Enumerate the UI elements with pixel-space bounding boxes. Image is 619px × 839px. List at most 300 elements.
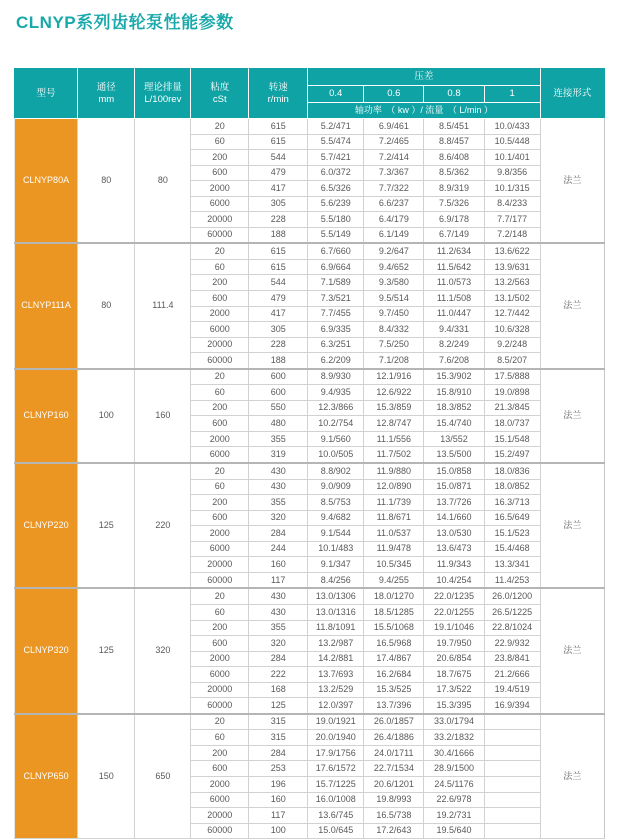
- value-cell-p08: 19.7/950: [424, 636, 484, 652]
- viscosity-cell: 60000: [191, 353, 249, 369]
- value-cell-p04: 8.5/753: [308, 495, 364, 511]
- value-cell-p04: 5.7/421: [308, 150, 364, 166]
- speed-cell: 188: [249, 227, 308, 243]
- value-cell-p08: 15.0/858: [424, 463, 484, 479]
- value-cell-p04: 13.7/693: [308, 667, 364, 683]
- diameter-cell: 125: [78, 463, 135, 588]
- value-cell-p1: [484, 714, 540, 730]
- value-cell-p06: 16.5/968: [364, 636, 424, 652]
- displacement-cell: 320: [135, 588, 191, 713]
- speed-cell: 188: [249, 353, 308, 369]
- model-cell: CLNYP111A: [15, 243, 78, 368]
- value-cell-p08: 17.3/522: [424, 682, 484, 698]
- speed-cell: 479: [249, 165, 308, 181]
- speed-cell: 544: [249, 275, 308, 291]
- connection-cell: 法兰: [540, 588, 604, 713]
- value-cell-p04: 9.1/544: [308, 526, 364, 542]
- speed-cell: 615: [249, 259, 308, 275]
- value-cell-p06: 13.7/396: [364, 698, 424, 714]
- value-cell-p06: 11.9/478: [364, 541, 424, 557]
- speed-cell: 305: [249, 322, 308, 338]
- value-cell-p04: 7.3/521: [308, 291, 364, 307]
- viscosity-cell: 6000: [191, 792, 249, 808]
- value-cell-p06: 15.3/859: [364, 400, 424, 416]
- connection-cell: 法兰: [540, 243, 604, 368]
- viscosity-cell: 20: [191, 119, 249, 135]
- value-cell-p06: 10.5/345: [364, 557, 424, 573]
- value-cell-p08: 8.9/319: [424, 181, 484, 197]
- value-cell-p1: 13.9/631: [484, 259, 540, 275]
- value-cell-p06: 11.9/880: [364, 463, 424, 479]
- viscosity-cell: 20: [191, 714, 249, 730]
- value-cell-p1: 7.2/148: [484, 227, 540, 243]
- connection-cell: 法兰: [540, 119, 604, 244]
- table-row: [15, 588, 605, 604]
- viscosity-cell: 200: [191, 495, 249, 511]
- viscosity-cell: 60: [191, 134, 249, 150]
- value-cell-p04: 6.0/372: [308, 165, 364, 181]
- viscosity-cell: 200: [191, 150, 249, 166]
- viscosity-cell: 2000: [191, 526, 249, 542]
- value-cell-p06: 7.7/322: [364, 181, 424, 197]
- value-cell-p04: 11.8/1091: [308, 620, 364, 636]
- viscosity-cell: 60: [191, 259, 249, 275]
- value-cell-p04: 6.9/335: [308, 322, 364, 338]
- speed-cell: 117: [249, 572, 308, 588]
- value-cell-p04: 13.2/529: [308, 682, 364, 698]
- value-cell-p08: 22.0/1255: [424, 604, 484, 620]
- value-cell-p04: 14.2/881: [308, 651, 364, 667]
- speed-cell: 100: [249, 823, 308, 839]
- value-cell-p08: 19.1/1046: [424, 620, 484, 636]
- value-cell-p1: 8.5/207: [484, 353, 540, 369]
- value-cell-p04: 5.5/180: [308, 212, 364, 228]
- speed-cell: 480: [249, 416, 308, 432]
- speed-cell: 228: [249, 212, 308, 228]
- value-cell-p1: 18.0/737: [484, 416, 540, 432]
- viscosity-cell: 6000: [191, 667, 249, 683]
- value-cell-p06: 7.2/414: [364, 150, 424, 166]
- viscosity-cell: 2000: [191, 181, 249, 197]
- value-cell-p1: 10.5/448: [484, 134, 540, 150]
- value-cell-p1: 10.1/401: [484, 150, 540, 166]
- viscosity-cell: 6000: [191, 541, 249, 557]
- speed-cell: 550: [249, 400, 308, 416]
- value-cell-p06: 11.7/502: [364, 447, 424, 463]
- speed-cell: 284: [249, 745, 308, 761]
- value-cell-p06: 9.2/647: [364, 243, 424, 259]
- value-cell-p1: 9.8/356: [484, 165, 540, 181]
- speed-cell: 196: [249, 776, 308, 792]
- value-cell-p06: 11.0/537: [364, 526, 424, 542]
- value-cell-p08: 18.7/675: [424, 667, 484, 683]
- diameter-cell: 80: [78, 243, 135, 368]
- col-header-displacement: [135, 69, 191, 119]
- value-cell-p08: 11.9/343: [424, 557, 484, 573]
- value-cell-p1: 21.3/845: [484, 400, 540, 416]
- value-cell-p06: 6.9/461: [364, 119, 424, 135]
- value-cell-p04: 8.9/930: [308, 369, 364, 385]
- value-cell-p06: 24.0/1711: [364, 745, 424, 761]
- speed-cell: 222: [249, 667, 308, 683]
- value-cell-p1: 13.1/502: [484, 291, 540, 307]
- value-cell-p06: 12.6/922: [364, 385, 424, 401]
- value-cell-p08: 14.1/660: [424, 510, 484, 526]
- value-cell-p08: 28.9/1500: [424, 761, 484, 777]
- model-cell: CLNYP160: [15, 369, 78, 463]
- viscosity-cell: 2000: [191, 306, 249, 322]
- value-cell-p06: 6.6/237: [364, 196, 424, 212]
- viscosity-cell: 200: [191, 745, 249, 761]
- value-cell-p08: 24.5/1176: [424, 776, 484, 792]
- value-cell-p06: 18.0/1270: [364, 588, 424, 604]
- value-cell-p08: 15.3/902: [424, 369, 484, 385]
- value-cell-p06: 7.3/367: [364, 165, 424, 181]
- value-cell-p1: 7.7/177: [484, 212, 540, 228]
- speed-cell: 417: [249, 306, 308, 322]
- pump-performance-table: [14, 68, 605, 839]
- value-cell-p06: 15.3/525: [364, 682, 424, 698]
- displacement-cell: 220: [135, 463, 191, 588]
- col-header-pressure-0.8: 0.8: [424, 86, 484, 103]
- value-cell-p08: 15.4/740: [424, 416, 484, 432]
- value-cell-p1: 26.5/1225: [484, 604, 540, 620]
- value-cell-p06: 17.4/867: [364, 651, 424, 667]
- value-cell-p04: 8.8/902: [308, 463, 364, 479]
- speed-cell: 430: [249, 588, 308, 604]
- viscosity-cell: 60: [191, 730, 249, 746]
- value-cell-p08: 6.7/149: [424, 227, 484, 243]
- speed-cell: 600: [249, 385, 308, 401]
- value-cell-p08: 8.5/451: [424, 119, 484, 135]
- value-cell-p04: 6.9/664: [308, 259, 364, 275]
- value-cell-p08: 11.0/573: [424, 275, 484, 291]
- value-cell-p1: [484, 823, 540, 839]
- value-cell-p08: 11.5/642: [424, 259, 484, 275]
- value-cell-p04: 12.3/866: [308, 400, 364, 416]
- value-cell-p1: [484, 730, 540, 746]
- speed-cell: 160: [249, 557, 308, 573]
- value-cell-p06: 8.4/332: [364, 322, 424, 338]
- table-row: [15, 463, 605, 479]
- value-cell-p08: 13/552: [424, 431, 484, 447]
- value-cell-p04: 5.5/149: [308, 227, 364, 243]
- col-header-pressure-1: 1: [484, 86, 540, 103]
- speed-cell: 284: [249, 651, 308, 667]
- value-cell-p06: 9.4/652: [364, 259, 424, 275]
- value-cell-p1: 16.5/649: [484, 510, 540, 526]
- speed-cell: 315: [249, 714, 308, 730]
- table-row: [15, 243, 605, 259]
- value-cell-p04: 13.6/745: [308, 808, 364, 824]
- value-cell-p08: 15.3/395: [424, 698, 484, 714]
- col-header-connection: 连接形式: [540, 69, 604, 119]
- value-cell-p06: 7.2/465: [364, 134, 424, 150]
- value-cell-p1: 15.2/497: [484, 447, 540, 463]
- diameter-cell: 150: [78, 714, 135, 839]
- viscosity-cell: 600: [191, 636, 249, 652]
- value-cell-p1: 19.0/898: [484, 385, 540, 401]
- value-cell-p06: 16.2/684: [364, 667, 424, 683]
- viscosity-cell: 20: [191, 369, 249, 385]
- value-cell-p04: 16.0/1008: [308, 792, 364, 808]
- model-cell: CLNYP320: [15, 588, 78, 713]
- value-cell-p04: 9.0/909: [308, 479, 364, 495]
- speed-cell: 284: [249, 526, 308, 542]
- value-cell-p08: 8.2/249: [424, 337, 484, 353]
- value-cell-p08: 11.2/634: [424, 243, 484, 259]
- viscosity-cell: 2000: [191, 431, 249, 447]
- value-cell-p04: 10.0/505: [308, 447, 364, 463]
- col-header-viscosity: [191, 69, 249, 119]
- value-cell-p1: 13.3/341: [484, 557, 540, 573]
- col-header-pressure-group: 压差: [308, 69, 540, 86]
- value-cell-p08: 19.2/731: [424, 808, 484, 824]
- viscosity-cell: 60000: [191, 823, 249, 839]
- value-cell-p06: 11.1/739: [364, 495, 424, 511]
- value-cell-p1: 10.0/433: [484, 119, 540, 135]
- speed-cell: 228: [249, 337, 308, 353]
- value-cell-p1: 26.0/1200: [484, 588, 540, 604]
- col-header-pressure-0.4: 0.4: [308, 86, 364, 103]
- viscosity-cell: 20000: [191, 682, 249, 698]
- value-cell-p08: 9.4/331: [424, 322, 484, 338]
- value-cell-p08: 8.8/457: [424, 134, 484, 150]
- speed-cell: 160: [249, 792, 308, 808]
- connection-cell: 法兰: [540, 369, 604, 463]
- col-header-speed-line1: 转速: [268, 81, 288, 93]
- viscosity-cell: 6000: [191, 322, 249, 338]
- value-cell-p06: 11.8/671: [364, 510, 424, 526]
- value-cell-p04: 15.0/645: [308, 823, 364, 839]
- col-header-speed: [249, 69, 308, 119]
- speed-cell: 320: [249, 636, 308, 652]
- table-row: [15, 369, 605, 385]
- value-cell-p04: 13.2/987: [308, 636, 364, 652]
- value-cell-p04: 13.0/1316: [308, 604, 364, 620]
- viscosity-cell: 200: [191, 620, 249, 636]
- value-cell-p1: 13.2/563: [484, 275, 540, 291]
- value-cell-p08: 19.5/640: [424, 823, 484, 839]
- viscosity-cell: 60: [191, 385, 249, 401]
- speed-cell: 253: [249, 761, 308, 777]
- page-title: CLNYP系列齿轮泵性能参数: [16, 13, 234, 32]
- value-cell-p06: 26.0/1857: [364, 714, 424, 730]
- value-cell-p06: 7.1/208: [364, 353, 424, 369]
- viscosity-cell: 60: [191, 604, 249, 620]
- model-cell: CLNYP220: [15, 463, 78, 588]
- speed-cell: 430: [249, 604, 308, 620]
- col-header-displacement-line1: 理论排量: [143, 81, 182, 93]
- speed-cell: 615: [249, 119, 308, 135]
- value-cell-p08: 13.0/530: [424, 526, 484, 542]
- speed-cell: 417: [249, 181, 308, 197]
- viscosity-cell: 60: [191, 479, 249, 495]
- diameter-cell: 80: [78, 119, 135, 244]
- viscosity-cell: 600: [191, 291, 249, 307]
- value-cell-p06: 17.2/643: [364, 823, 424, 839]
- value-cell-p08: 18.3/852: [424, 400, 484, 416]
- displacement-cell: 160: [135, 369, 191, 463]
- speed-cell: 305: [249, 196, 308, 212]
- speed-cell: 615: [249, 134, 308, 150]
- value-cell-p08: 6.9/178: [424, 212, 484, 228]
- col-header-viscosity-line1: 粘度: [210, 81, 230, 93]
- value-cell-p06: 6.4/179: [364, 212, 424, 228]
- value-cell-p04: 6.7/660: [308, 243, 364, 259]
- table-row: [15, 119, 605, 135]
- col-header-viscosity-line2: cSt: [212, 93, 227, 105]
- speed-cell: 355: [249, 495, 308, 511]
- value-cell-p1: 15.4/468: [484, 541, 540, 557]
- col-header-diameter: [78, 69, 135, 119]
- value-cell-p08: 13.5/500: [424, 447, 484, 463]
- value-cell-p1: 9.2/248: [484, 337, 540, 353]
- col-header-diameter-line1: 通径: [96, 81, 116, 93]
- connection-cell: 法兰: [540, 714, 604, 839]
- value-cell-p1: [484, 745, 540, 761]
- col-header-displacement-line2: L/100rev: [144, 93, 182, 105]
- speed-cell: 430: [249, 479, 308, 495]
- col-header-pressure-0.6: 0.6: [364, 86, 424, 103]
- value-cell-p04: 9.1/560: [308, 431, 364, 447]
- value-cell-p1: 15.1/523: [484, 526, 540, 542]
- value-cell-p06: 9.3/580: [364, 275, 424, 291]
- value-cell-p04: 12.0/397: [308, 698, 364, 714]
- viscosity-cell: 6000: [191, 196, 249, 212]
- value-cell-p04: 15.7/1225: [308, 776, 364, 792]
- value-cell-p04: 6.5/326: [308, 181, 364, 197]
- viscosity-cell: 20000: [191, 808, 249, 824]
- value-cell-p04: 9.4/935: [308, 385, 364, 401]
- speed-cell: 319: [249, 447, 308, 463]
- value-cell-p08: 7.6/208: [424, 353, 484, 369]
- speed-cell: 544: [249, 150, 308, 166]
- value-cell-p08: 8.5/362: [424, 165, 484, 181]
- col-header-power-flow: 轴功率 （ kw ）/ 流量 （ L/min ）: [308, 103, 540, 119]
- col-header-speed-line2: r/min: [267, 93, 289, 105]
- col-header-diameter-line2: mm: [98, 93, 115, 105]
- value-cell-p06: 9.5/514: [364, 291, 424, 307]
- value-cell-p1: [484, 761, 540, 777]
- value-cell-p06: 20.6/1201: [364, 776, 424, 792]
- connection-cell: 法兰: [540, 463, 604, 588]
- value-cell-p06: 12.0/890: [364, 479, 424, 495]
- value-cell-p08: 11.0/447: [424, 306, 484, 322]
- model-cell: CLNYP80A: [15, 119, 78, 244]
- speed-cell: 320: [249, 510, 308, 526]
- value-cell-p08: 22.0/1235: [424, 588, 484, 604]
- value-cell-p08: 15.8/910: [424, 385, 484, 401]
- value-cell-p08: 33.0/1794: [424, 714, 484, 730]
- value-cell-p08: 13.7/726: [424, 495, 484, 511]
- value-cell-p08: 7.5/326: [424, 196, 484, 212]
- displacement-cell: 111.4: [135, 243, 191, 368]
- speed-cell: 244: [249, 541, 308, 557]
- value-cell-p04: 10.1/483: [308, 541, 364, 557]
- value-cell-p04: 6.3/251: [308, 337, 364, 353]
- value-cell-p1: 16.9/394: [484, 698, 540, 714]
- viscosity-cell: 20000: [191, 212, 249, 228]
- displacement-cell: 80: [135, 119, 191, 244]
- viscosity-cell: 20000: [191, 337, 249, 353]
- speed-cell: 355: [249, 620, 308, 636]
- speed-cell: 168: [249, 682, 308, 698]
- table-row: [15, 714, 605, 730]
- viscosity-cell: 6000: [191, 447, 249, 463]
- value-cell-p04: 7.7/455: [308, 306, 364, 322]
- value-cell-p1: 21.2/666: [484, 667, 540, 683]
- value-cell-p1: 11.4/253: [484, 572, 540, 588]
- viscosity-cell: 200: [191, 275, 249, 291]
- diameter-cell: 125: [78, 588, 135, 713]
- value-cell-p06: 12.8/747: [364, 416, 424, 432]
- speed-cell: 117: [249, 808, 308, 824]
- value-cell-p1: [484, 792, 540, 808]
- value-cell-p06: 15.5/1068: [364, 620, 424, 636]
- value-cell-p06: 9.4/255: [364, 572, 424, 588]
- value-cell-p08: 20.6/854: [424, 651, 484, 667]
- value-cell-p1: 22.8/1024: [484, 620, 540, 636]
- viscosity-cell: 60000: [191, 227, 249, 243]
- value-cell-p04: 8.4/256: [308, 572, 364, 588]
- value-cell-p08: 30.4/1666: [424, 745, 484, 761]
- viscosity-cell: 20: [191, 243, 249, 259]
- value-cell-p08: 8.6/408: [424, 150, 484, 166]
- value-cell-p06: 18.5/1285: [364, 604, 424, 620]
- value-cell-p06: 19.8/993: [364, 792, 424, 808]
- value-cell-p1: 22.9/932: [484, 636, 540, 652]
- value-cell-p1: 16.3/713: [484, 495, 540, 511]
- value-cell-p1: 15.1/548: [484, 431, 540, 447]
- value-cell-p06: 11.1/556: [364, 431, 424, 447]
- speed-cell: 430: [249, 463, 308, 479]
- value-cell-p06: 9.7/450: [364, 306, 424, 322]
- value-cell-p04: 7.1/589: [308, 275, 364, 291]
- speed-cell: 600: [249, 369, 308, 385]
- value-cell-p1: 18.0/836: [484, 463, 540, 479]
- viscosity-cell: 600: [191, 510, 249, 526]
- viscosity-cell: 200: [191, 400, 249, 416]
- speed-cell: 125: [249, 698, 308, 714]
- value-cell-p04: 20.0/1940: [308, 730, 364, 746]
- speed-cell: 479: [249, 291, 308, 307]
- viscosity-cell: 60000: [191, 572, 249, 588]
- value-cell-p1: 13.6/622: [484, 243, 540, 259]
- value-cell-p06: 16.5/738: [364, 808, 424, 824]
- speed-cell: 315: [249, 730, 308, 746]
- value-cell-p08: 22.6/978: [424, 792, 484, 808]
- value-cell-p1: 23.8/841: [484, 651, 540, 667]
- viscosity-cell: 20: [191, 588, 249, 604]
- value-cell-p08: 10.4/254: [424, 572, 484, 588]
- value-cell-p1: 19.4/519: [484, 682, 540, 698]
- value-cell-p04: 9.4/682: [308, 510, 364, 526]
- value-cell-p04: 17.6/1572: [308, 761, 364, 777]
- diameter-cell: 100: [78, 369, 135, 463]
- value-cell-p08: 13.6/473: [424, 541, 484, 557]
- col-header-model: 型号: [15, 69, 78, 119]
- value-cell-p04: 5.5/474: [308, 134, 364, 150]
- value-cell-p1: 10.6/328: [484, 322, 540, 338]
- viscosity-cell: 2000: [191, 776, 249, 792]
- value-cell-p08: 33.2/1832: [424, 730, 484, 746]
- value-cell-p06: 7.5/250: [364, 337, 424, 353]
- value-cell-p04: 9.1/347: [308, 557, 364, 573]
- viscosity-cell: 20000: [191, 557, 249, 573]
- value-cell-p06: 12.1/916: [364, 369, 424, 385]
- value-cell-p1: 10.1/315: [484, 181, 540, 197]
